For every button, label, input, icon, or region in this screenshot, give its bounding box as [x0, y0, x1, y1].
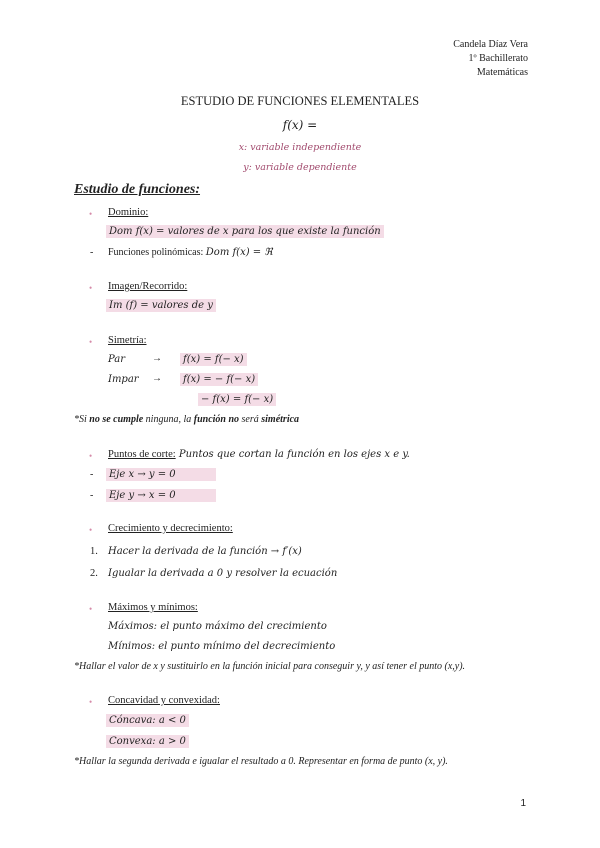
simetria-label: Simetría:: [108, 335, 147, 346]
bullet-crecimiento: •: [89, 525, 93, 535]
impar-formula: f(x) = − f(− x): [180, 373, 258, 386]
note-bold-2: función no: [193, 414, 240, 425]
imagen-label: Imagen/Recorrido:: [108, 281, 188, 292]
crecimiento-label: Crecimiento y decrecimiento:: [108, 523, 233, 534]
impar-arrow: →: [152, 373, 162, 384]
page-number: 1: [520, 798, 526, 809]
poly-label: Funciones polinómicas:: [108, 247, 206, 258]
impar-formula-2: − f(x) = f(− x): [198, 393, 276, 406]
bullet-maxmin: •: [89, 604, 93, 614]
maxmin-note: *Hallar el valor de x y sustituirlo en la función inicial para conseguir y, y así tener el punto (x,y).: [74, 661, 466, 672]
page-title: ESTUDIO DE FUNCIONES ELEMENTALES: [180, 94, 420, 108]
imagen-formula: Im (f) = valores de y: [106, 299, 216, 312]
convexa-formula: Convexa: a > 0: [106, 735, 189, 748]
cortes-desc: Puntos que cortan la función en los ejes x e y.: [175, 449, 410, 460]
eje-y-formula: Eje y → x = 0: [106, 489, 216, 502]
dash-eje-y: -: [90, 490, 94, 501]
dominio-label: Dominio:: [108, 207, 149, 218]
par-formula: f(x) = f(− x): [180, 353, 247, 366]
variable-x-definition: x: variable independiente: [238, 142, 362, 153]
bullet-concavidad: •: [89, 697, 93, 707]
note-bold-3: simétrica: [261, 414, 300, 425]
course-name: 1º Bachillerato: [468, 53, 528, 64]
concavidad-label: Concavidad y convexidad:: [108, 695, 220, 706]
bullet-simetria: •: [89, 337, 93, 347]
author-name: Candela Díaz Vera: [453, 39, 528, 50]
eje-x-formula: Eje x → y = 0: [106, 468, 216, 481]
step-1-number: 1.: [90, 546, 98, 557]
section-title: Estudio de funciones:: [74, 182, 201, 197]
concava-formula: Cóncava: a < 0: [106, 714, 189, 727]
impar-label: Impar: [108, 374, 139, 385]
note-bold-1: no se cumple: [89, 414, 144, 425]
variable-y-definition: y: variable dependiente: [243, 162, 357, 173]
maxmin-label: Máximos y mínimos:: [108, 602, 198, 613]
dash-poly: -: [90, 247, 94, 258]
bullet-imagen: •: [89, 283, 93, 293]
step-2-text: Igualar la derivada a 0 y resolver la ecuación: [108, 568, 338, 579]
minimos-text: Mínimos: el punto mínimo del decrecimiento: [108, 641, 336, 652]
poly-formula: Dom f(x) = ℜ: [205, 247, 273, 258]
bullet-cortes: •: [89, 451, 93, 461]
bullet-dominio: •: [89, 209, 93, 219]
subject-name: Matemáticas: [476, 67, 528, 78]
par-arrow: →: [152, 353, 162, 364]
step-1-text: Hacer la derivada de la función → f′(x): [108, 546, 302, 557]
par-label: Par: [108, 354, 126, 365]
function-notation: f(x) =: [282, 118, 318, 132]
dash-eje-x: -: [90, 469, 94, 480]
dominio-formula: Dom f(x) = valores de x para los que existe la función: [106, 225, 384, 238]
maximos-text: Máximos: el punto máximo del crecimiento: [108, 621, 327, 632]
concavidad-note: *Hallar la segunda derivada e igualar el resultado a 0. Representar en forma de punto (x, y).: [74, 756, 448, 767]
step-2-number: 2.: [90, 568, 98, 579]
cortes-label: Puntos de corte:: [108, 449, 176, 460]
simetria-note: *Si no se cumple ninguna, la función no será simétrica: [74, 414, 300, 425]
